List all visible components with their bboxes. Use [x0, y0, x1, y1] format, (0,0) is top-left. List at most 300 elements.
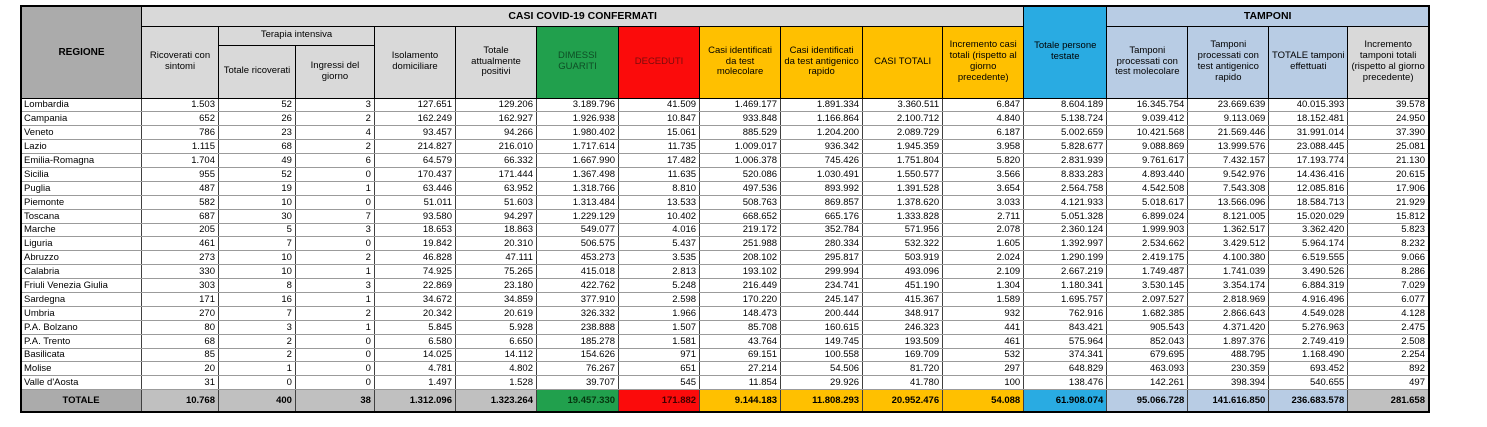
data-cell: 377.910: [537, 292, 619, 306]
data-cell: 80: [142, 320, 219, 334]
data-cell: 295.817: [781, 251, 863, 265]
region-cell: P.A. Bolzano: [21, 320, 142, 334]
region-cell: Veneto: [21, 126, 142, 140]
header-ingressi-giorno: Ingressi del giorno: [295, 45, 374, 98]
data-cell: 2.831.939: [1024, 154, 1107, 168]
data-cell: 1.362.517: [1188, 223, 1269, 237]
data-cell: 352.784: [781, 223, 863, 237]
data-cell: 1.980.402: [537, 126, 619, 140]
data-cell: 10.847: [619, 112, 700, 126]
data-cell: 8.604.189: [1024, 98, 1107, 112]
data-cell: 8: [219, 279, 296, 293]
data-cell: 160.615: [781, 320, 863, 334]
data-cell: 8.232: [1348, 237, 1429, 251]
data-cell: 23.088.445: [1269, 140, 1348, 154]
data-cell: 2.024: [943, 251, 1024, 265]
data-cell: 575.964: [1024, 334, 1107, 348]
header-dimessi-guariti: DIMESSI GUARITI: [537, 26, 619, 98]
data-cell: 230.359: [1188, 362, 1269, 376]
data-cell: 299.994: [781, 265, 863, 279]
header-regione: REGIONE: [21, 6, 142, 98]
data-cell: 5.828.677: [1024, 140, 1107, 154]
data-cell: 8.121.005: [1188, 209, 1269, 223]
data-cell: 0: [295, 376, 374, 390]
data-cell: 162.927: [455, 112, 536, 126]
data-cell: 1.550.577: [863, 167, 943, 181]
data-cell: 1: [295, 265, 374, 279]
data-cell: 2.818.969: [1188, 292, 1269, 306]
data-cell: 303: [142, 279, 219, 293]
data-cell: 81.720: [863, 362, 943, 376]
total-data-cell: 11.808.293: [781, 390, 863, 412]
data-cell: 39.707: [537, 376, 619, 390]
data-cell: 4.893.440: [1107, 167, 1188, 181]
data-cell: 1.367.498: [537, 167, 619, 181]
data-cell: 2.749.419: [1269, 334, 1348, 348]
data-cell: 200.444: [781, 306, 863, 320]
data-cell: 127.651: [374, 98, 455, 112]
table-row: [21, 154, 1429, 168]
data-cell: 34.672: [374, 292, 455, 306]
table-body: [21, 98, 1429, 412]
table-row: [21, 140, 1429, 154]
data-cell: 19: [219, 181, 296, 195]
data-cell: 892: [1348, 362, 1429, 376]
data-cell: 0: [295, 348, 374, 362]
data-cell: 4: [295, 126, 374, 140]
data-cell: 171: [142, 292, 219, 306]
data-cell: 5.928: [455, 320, 536, 334]
data-cell: 3.535: [619, 251, 700, 265]
header-tamponi-molecolare: Tamponi processati con test molecolare: [1107, 26, 1188, 98]
table-row: [21, 223, 1429, 237]
region-cell: Sardegna: [21, 292, 142, 306]
data-cell: 571.956: [863, 223, 943, 237]
data-cell: 64.579: [374, 154, 455, 168]
data-cell: 2.254: [1348, 348, 1429, 362]
table-row: [21, 209, 1429, 223]
data-cell: 5.018.617: [1107, 195, 1188, 209]
data-cell: 15.812: [1348, 209, 1429, 223]
region-cell: Calabria: [21, 265, 142, 279]
table-row: [21, 195, 1429, 209]
total-data-cell: 61.908.074: [1024, 390, 1107, 412]
data-cell: 520.086: [700, 167, 781, 181]
data-cell: 0: [295, 362, 374, 376]
data-cell: 22.869: [374, 279, 455, 293]
region-cell: Liguria: [21, 237, 142, 251]
header-ricoverati-sintomi: Ricoverati con sintomi: [142, 26, 219, 98]
data-cell: 451.190: [863, 279, 943, 293]
data-cell: 11.735: [619, 140, 700, 154]
total-data-cell: 1.323.264: [455, 390, 536, 412]
data-cell: 1.581: [619, 334, 700, 348]
data-cell: 16.345.754: [1107, 98, 1188, 112]
data-cell: 955: [142, 167, 219, 181]
region-cell: Lazio: [21, 140, 142, 154]
header-incremento-casi: Incremento casi totali (rispetto al giorno precedente): [943, 26, 1024, 98]
header-tamponi-band: TAMPONI: [1107, 6, 1429, 26]
data-cell: 29.926: [781, 376, 863, 390]
total-data-cell: 281.658: [1348, 390, 1429, 412]
data-cell: 933.848: [700, 112, 781, 126]
header-terapia-intensiva: Terapia intensiva: [219, 26, 375, 45]
data-cell: 493.096: [863, 265, 943, 279]
data-cell: 129.206: [455, 98, 536, 112]
data-cell: 487: [142, 181, 219, 195]
data-cell: 41.780: [863, 376, 943, 390]
data-cell: 19.842: [374, 237, 455, 251]
table-row: [21, 362, 1429, 376]
data-cell: 1.030.491: [781, 167, 863, 181]
data-cell: 24.950: [1348, 112, 1429, 126]
data-cell: 5.964.174: [1269, 237, 1348, 251]
table-row: [21, 292, 1429, 306]
data-cell: 17.482: [619, 154, 700, 168]
data-cell: 219.172: [700, 223, 781, 237]
table-row: [21, 306, 1429, 320]
data-cell: 1: [295, 181, 374, 195]
data-cell: 15.061: [619, 126, 700, 140]
data-cell: 2.667.219: [1024, 265, 1107, 279]
data-cell: 31: [142, 376, 219, 390]
data-cell: 2.360.124: [1024, 223, 1107, 237]
data-cell: 68: [219, 140, 296, 154]
data-cell: 234.741: [781, 279, 863, 293]
data-cell: 6.650: [455, 334, 536, 348]
data-cell: 7.029: [1348, 279, 1429, 293]
data-cell: 1.392.997: [1024, 237, 1107, 251]
data-cell: 651: [619, 362, 700, 376]
data-cell: 2.100.712: [863, 112, 943, 126]
data-cell: 10.402: [619, 209, 700, 223]
data-cell: 2.109: [943, 265, 1024, 279]
data-cell: 0: [295, 195, 374, 209]
data-cell: 461: [943, 334, 1024, 348]
data-cell: 648.829: [1024, 362, 1107, 376]
data-cell: 3: [295, 279, 374, 293]
data-cell: 687: [142, 209, 219, 223]
data-cell: 1.318.766: [537, 181, 619, 195]
table-row: [21, 265, 1429, 279]
data-cell: 5.248: [619, 279, 700, 293]
data-cell: 1.180.341: [1024, 279, 1107, 293]
data-cell: 13.533: [619, 195, 700, 209]
data-cell: 5.051.328: [1024, 209, 1107, 223]
data-cell: 2.534.662: [1107, 237, 1188, 251]
data-cell: 1.009.017: [700, 140, 781, 154]
data-cell: 1.528: [455, 376, 536, 390]
data-cell: 3.189.796: [537, 98, 619, 112]
table-header: [21, 6, 1429, 98]
header-totale-persone-testate: Totale persone testate: [1024, 6, 1107, 98]
table-row: [21, 126, 1429, 140]
data-cell: 4.916.496: [1269, 292, 1348, 306]
table-row: [21, 348, 1429, 362]
data-cell: 7.432.157: [1188, 154, 1269, 168]
data-cell: 5.845: [374, 320, 455, 334]
data-cell: 6.899.024: [1107, 209, 1188, 223]
data-cell: 398.394: [1188, 376, 1269, 390]
data-cell: 75.265: [455, 265, 536, 279]
data-cell: 6: [295, 154, 374, 168]
region-cell: Marche: [21, 223, 142, 237]
data-cell: 94.266: [455, 126, 536, 140]
data-cell: 3.360.511: [863, 98, 943, 112]
data-cell: 545: [619, 376, 700, 390]
region-cell: P.A. Trento: [21, 334, 142, 348]
data-cell: 142.261: [1107, 376, 1188, 390]
data-cell: 51.603: [455, 195, 536, 209]
data-cell: 148.473: [700, 306, 781, 320]
total-data-cell: 171.882: [619, 390, 700, 412]
table-row: [21, 334, 1429, 348]
data-cell: 5.823: [1348, 223, 1429, 237]
region-cell: Sicilia: [21, 167, 142, 181]
data-cell: 20.615: [1348, 167, 1429, 181]
data-cell: 1.926.938: [537, 112, 619, 126]
data-cell: 52: [219, 98, 296, 112]
data-cell: 17.193.774: [1269, 154, 1348, 168]
data-cell: 20.619: [455, 306, 536, 320]
data-cell: 6.847: [943, 98, 1024, 112]
data-cell: 9.039.412: [1107, 112, 1188, 126]
total-data-cell: 20.952.476: [863, 390, 943, 412]
data-cell: 47.111: [455, 251, 536, 265]
data-cell: 1.695.757: [1024, 292, 1107, 306]
data-cell: 1.945.359: [863, 140, 943, 154]
data-cell: 330: [142, 265, 219, 279]
data-cell: 1.741.039: [1188, 265, 1269, 279]
data-cell: 1.503: [142, 98, 219, 112]
table-row: [21, 251, 1429, 265]
data-cell: 1.229.129: [537, 209, 619, 223]
data-cell: 1.115: [142, 140, 219, 154]
data-cell: 7.543.308: [1188, 181, 1269, 195]
data-cell: 20: [142, 362, 219, 376]
region-cell: Friuli Venezia Giulia: [21, 279, 142, 293]
data-cell: 21.929: [1348, 195, 1429, 209]
data-cell: 4.549.028: [1269, 306, 1348, 320]
data-cell: 3: [219, 320, 296, 334]
data-cell: 540.655: [1269, 376, 1348, 390]
data-cell: 18.863: [455, 223, 536, 237]
total-data-cell: 1.312.096: [374, 390, 455, 412]
data-cell: 532.322: [863, 237, 943, 251]
data-cell: 5.276.963: [1269, 320, 1348, 334]
data-cell: 506.575: [537, 237, 619, 251]
data-cell: 1.704: [142, 154, 219, 168]
data-cell: 7: [295, 209, 374, 223]
data-cell: 68: [142, 334, 219, 348]
data-cell: 8.810: [619, 181, 700, 195]
data-cell: 693.452: [1269, 362, 1348, 376]
total-data-cell: 95.066.728: [1107, 390, 1188, 412]
total-data-cell: 54.088: [943, 390, 1024, 412]
data-cell: 4.781: [374, 362, 455, 376]
data-cell: 1.391.528: [863, 181, 943, 195]
data-cell: 85: [142, 348, 219, 362]
data-cell: 74.925: [374, 265, 455, 279]
data-cell: 5.820: [943, 154, 1024, 168]
data-cell: 6.077: [1348, 292, 1429, 306]
data-cell: 10: [219, 251, 296, 265]
data-cell: 13.566.096: [1188, 195, 1269, 209]
data-cell: 549.077: [537, 223, 619, 237]
data-cell: 2.866.643: [1188, 306, 1269, 320]
data-cell: 665.176: [781, 209, 863, 223]
data-cell: 216.010: [455, 140, 536, 154]
data-cell: 1: [295, 292, 374, 306]
data-cell: 508.763: [700, 195, 781, 209]
data-cell: 2: [219, 334, 296, 348]
data-cell: 14.112: [455, 348, 536, 362]
data-cell: 170.220: [700, 292, 781, 306]
data-cell: 6.187: [943, 126, 1024, 140]
data-cell: 238.888: [537, 320, 619, 334]
data-cell: 1.667.990: [537, 154, 619, 168]
table-row: [21, 279, 1429, 293]
data-cell: 4.840: [943, 112, 1024, 126]
header-totale-tamponi: TOTALE tamponi effettuati: [1269, 26, 1348, 98]
data-cell: 85.708: [700, 320, 781, 334]
data-cell: 3.429.512: [1188, 237, 1269, 251]
data-cell: 1.166.864: [781, 112, 863, 126]
data-cell: 43.764: [700, 334, 781, 348]
data-cell: 15.020.029: [1269, 209, 1348, 223]
data-cell: 154.626: [537, 348, 619, 362]
data-cell: 39.578: [1348, 98, 1429, 112]
data-cell: 149.745: [781, 334, 863, 348]
region-cell: Toscana: [21, 209, 142, 223]
data-cell: 0: [295, 237, 374, 251]
data-cell: 100.558: [781, 348, 863, 362]
header-incremento-tamponi: Incremento tamponi totali (rispetto al giorno precedente): [1348, 26, 1429, 98]
total-data-cell: 141.616.850: [1188, 390, 1269, 412]
data-cell: 2.598: [619, 292, 700, 306]
data-cell: 9.113.069: [1188, 112, 1269, 126]
data-cell: 441: [943, 320, 1024, 334]
region-cell: Valle d'Aosta: [21, 376, 142, 390]
table-row: [21, 167, 1429, 181]
data-cell: 46.828: [374, 251, 455, 265]
header-isolamento-domiciliare: Isolamento domiciliare: [374, 26, 455, 98]
data-cell: 1.378.620: [863, 195, 943, 209]
data-cell: 4.802: [455, 362, 536, 376]
total-data-cell: 9.144.183: [700, 390, 781, 412]
header-casi-totali: CASI TOTALI: [863, 26, 943, 98]
data-cell: 2: [295, 251, 374, 265]
data-cell: 23.180: [455, 279, 536, 293]
data-cell: 1.313.484: [537, 195, 619, 209]
data-cell: 1.333.828: [863, 209, 943, 223]
data-cell: 2.508: [1348, 334, 1429, 348]
data-cell: 2.078: [943, 223, 1024, 237]
data-cell: 3.530.145: [1107, 279, 1188, 293]
data-cell: 497.536: [700, 181, 781, 195]
data-cell: 245.147: [781, 292, 863, 306]
region-cell: Abruzzo: [21, 251, 142, 265]
data-cell: 1.589: [943, 292, 1024, 306]
header-totale-ricoverati: Totale ricoverati: [219, 45, 296, 98]
data-cell: 0: [295, 167, 374, 181]
data-cell: 169.709: [863, 348, 943, 362]
table-row: [21, 181, 1429, 195]
data-cell: 1.605: [943, 237, 1024, 251]
data-cell: 23.669.639: [1188, 98, 1269, 112]
data-cell: 100: [943, 376, 1024, 390]
data-cell: 31.991.014: [1269, 126, 1348, 140]
data-cell: 3: [295, 223, 374, 237]
data-cell: 185.278: [537, 334, 619, 348]
data-cell: 4.121.933: [1024, 195, 1107, 209]
data-cell: 0: [219, 376, 296, 390]
data-cell: 971: [619, 348, 700, 362]
data-cell: 503.919: [863, 251, 943, 265]
data-cell: 4.542.508: [1107, 181, 1188, 195]
data-cell: 3.354.174: [1188, 279, 1269, 293]
data-cell: 25.081: [1348, 140, 1429, 154]
data-cell: 41.509: [619, 98, 700, 112]
data-cell: 52: [219, 167, 296, 181]
data-cell: 326.332: [537, 306, 619, 320]
data-cell: 5.002.659: [1024, 126, 1107, 140]
data-cell: 93.457: [374, 126, 455, 140]
data-cell: 3.490.526: [1269, 265, 1348, 279]
total-label-cell: TOTALE: [21, 390, 142, 412]
data-cell: 3.362.420: [1269, 223, 1348, 237]
data-cell: 893.992: [781, 181, 863, 195]
data-cell: 422.762: [537, 279, 619, 293]
region-cell: Puglia: [21, 181, 142, 195]
data-cell: 10: [219, 265, 296, 279]
data-cell: 40.015.393: [1269, 98, 1348, 112]
data-cell: 138.476: [1024, 376, 1107, 390]
data-cell: 668.652: [700, 209, 781, 223]
data-cell: 16: [219, 292, 296, 306]
data-cell: 932: [943, 306, 1024, 320]
data-cell: 852.043: [1107, 334, 1188, 348]
data-cell: 1.717.614: [537, 140, 619, 154]
data-cell: 7: [219, 306, 296, 320]
data-cell: 5: [219, 223, 296, 237]
data-cell: 415.018: [537, 265, 619, 279]
data-cell: 297: [943, 362, 1024, 376]
data-cell: 18.152.481: [1269, 112, 1348, 126]
data-cell: 461: [142, 237, 219, 251]
data-cell: 273: [142, 251, 219, 265]
data-cell: 216.449: [700, 279, 781, 293]
data-cell: 905.543: [1107, 320, 1188, 334]
data-cell: 10.421.568: [1107, 126, 1188, 140]
data-cell: 27.214: [700, 362, 781, 376]
data-cell: 1.751.804: [863, 154, 943, 168]
data-cell: 1.204.200: [781, 126, 863, 140]
data-cell: 4.128: [1348, 306, 1429, 320]
region-cell: Molise: [21, 362, 142, 376]
total-data-cell: 10.768: [142, 390, 219, 412]
data-cell: 280.334: [781, 237, 863, 251]
data-cell: 170.437: [374, 167, 455, 181]
table-row: [21, 237, 1429, 251]
data-cell: 11.854: [700, 376, 781, 390]
data-cell: 4.371.420: [1188, 320, 1269, 334]
data-cell: 9.761.617: [1107, 154, 1188, 168]
data-cell: 205: [142, 223, 219, 237]
data-cell: 214.827: [374, 140, 455, 154]
data-cell: 93.580: [374, 209, 455, 223]
data-cell: 3.033: [943, 195, 1024, 209]
